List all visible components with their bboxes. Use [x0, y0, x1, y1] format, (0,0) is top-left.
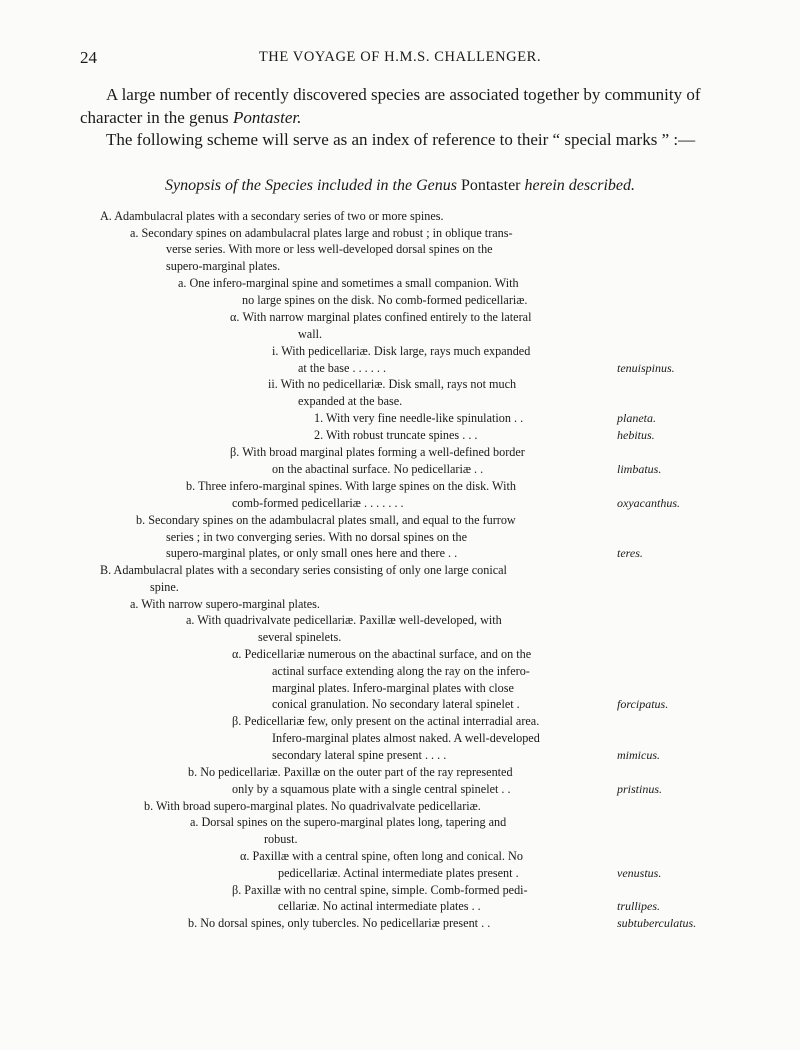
species-name: subtuberculatus. — [617, 916, 697, 930]
key-line: comb-formed pedicellariæ . . . . . . . — [232, 496, 404, 510]
key-line: expanded at the base. — [298, 394, 403, 408]
key-line: no large spines on the disk. No comb-formed pedicellariæ. — [242, 293, 528, 307]
key-line: β. Pedicellariæ few, only present on the actinal interradial area. — [232, 714, 540, 728]
key-line: b. With broad supero-marginal plates. No quadrivalvate pedicellariæ. — [144, 799, 481, 813]
key-line: ii. With no pedicellariæ. Disk small, rays not much — [268, 377, 517, 391]
key-line: at the base . . . . . . — [298, 361, 386, 375]
key-line: α. Paxillæ with a central spine, often long and conical. No — [240, 849, 523, 863]
key-line: actinal surface extending along the ray on the infero- — [272, 664, 530, 678]
intro-paragraph-2: The following scheme will serve as an index of reference to their “ special marks ” :— — [106, 130, 696, 149]
synopsis-title-a: Synopsis of the Species included in the Genus — [165, 177, 461, 194]
key-line: secondary lateral spine present . . . . — [272, 748, 447, 762]
key-line: series ; in two converging series. With no dorsal spines on the — [166, 530, 467, 544]
key-line: a. One infero-marginal spine and sometimes a small companion. With — [178, 276, 519, 290]
synopsis-title-b: herein described. — [520, 177, 635, 194]
species-name: limbatus. — [617, 462, 662, 476]
species-name: tenuispinus. — [617, 361, 675, 375]
key-line: a. Dorsal spines on the supero-marginal plates long, tapering and — [190, 815, 507, 829]
intro-paragraph-1-line-1: A large number of recently discovered species are associated together by community of — [106, 85, 701, 104]
key-line: pedicellariæ. Actinal intermediate plates present . — [278, 866, 519, 880]
intro-paragraph-1-line-2 — [80, 108, 301, 128]
key-line: α. With narrow marginal plates confined entirely to the lateral — [230, 310, 532, 324]
key-line: a. With narrow supero-marginal plates. — [130, 597, 320, 611]
key-line: 1. With very fine needle-like spinulation . . — [314, 411, 524, 425]
key-line: spine. — [150, 580, 179, 594]
key-line: supero-marginal plates. — [166, 259, 281, 273]
key-line: several spinelets. — [258, 630, 342, 644]
key-line: α. Pedicellariæ numerous on the abactinal surface, and on the — [232, 647, 532, 661]
key-line: Infero-marginal plates almost naked. A well-developed — [272, 731, 540, 745]
intro-text: character in the genus — [80, 108, 233, 127]
species-name: trullipes. — [617, 899, 661, 913]
species-name: venustus. — [617, 866, 662, 880]
key-line: b. Three infero-marginal spines. With large spines on the disk. With — [186, 479, 516, 493]
running-title: THE VOYAGE OF H.M.S. CHALLENGER. — [258, 49, 542, 65]
key-line: β. With broad marginal plates forming a well-defined border — [230, 445, 525, 459]
species-name: mimicus. — [617, 748, 660, 762]
genus-name: Pontaster. — [232, 108, 302, 127]
key-line: a. With quadrivalvate pedicellariæ. Paxillæ well-developed, with — [186, 613, 502, 627]
key-line: wall. — [298, 327, 323, 341]
key-line: b. Secondary spines on the adambulacral plates small, and equal to the furrow — [136, 513, 516, 527]
key-line: robust. — [264, 832, 298, 846]
key-line: conical granulation. No secondary lateral spinelet . — [272, 697, 520, 711]
species-name: forcipatus. — [617, 697, 669, 711]
key-line: β. Paxillæ with no central spine, simple. Comb-formed pedi- — [232, 883, 528, 897]
key-line: b. No pedicellariæ. Paxillæ on the outer part of the ray represented — [188, 765, 513, 779]
species-name: hebitus. — [617, 428, 655, 442]
key-line: 2. With robust truncate spines . . . — [314, 428, 478, 442]
synopsis-title-genus: Pontaster — [460, 177, 521, 194]
species-name: oxyacanthus. — [617, 496, 680, 510]
page-number: 24 — [80, 48, 97, 67]
key-line: only by a squamous plate with a single central spinelet . . — [232, 782, 511, 796]
key-line: marginal plates. Infero-marginal plates with close — [272, 681, 514, 695]
key-line: cellariæ. No actinal intermediate plates . . — [278, 899, 481, 913]
key-line: supero-marginal plates, or only small ones here and there . . — [166, 546, 458, 560]
key-line: A. Adambulacral plates with a secondary series of two or more spines. — [100, 209, 444, 223]
key-line: i. With pedicellariæ. Disk large, rays much expanded — [272, 344, 531, 358]
species-name: pristinus. — [617, 782, 663, 796]
key-line: on the abactinal surface. No pedicellariæ . . — [272, 462, 484, 476]
key-line: a. Secondary spines on adambulacral plates large and robust ; in oblique trans- — [130, 226, 513, 240]
key-line: b. No dorsal spines, only tubercles. No pedicellariæ present . . — [188, 916, 491, 930]
synopsis-title — [0, 177, 800, 195]
species-name: teres. — [617, 546, 643, 560]
species-name: planeta. — [617, 411, 656, 425]
key-line: verse series. With more or less well-developed dorsal spines on the — [166, 242, 493, 256]
key-line: B. Adambulacral plates with a secondary series consisting of only one large conical — [100, 563, 507, 577]
